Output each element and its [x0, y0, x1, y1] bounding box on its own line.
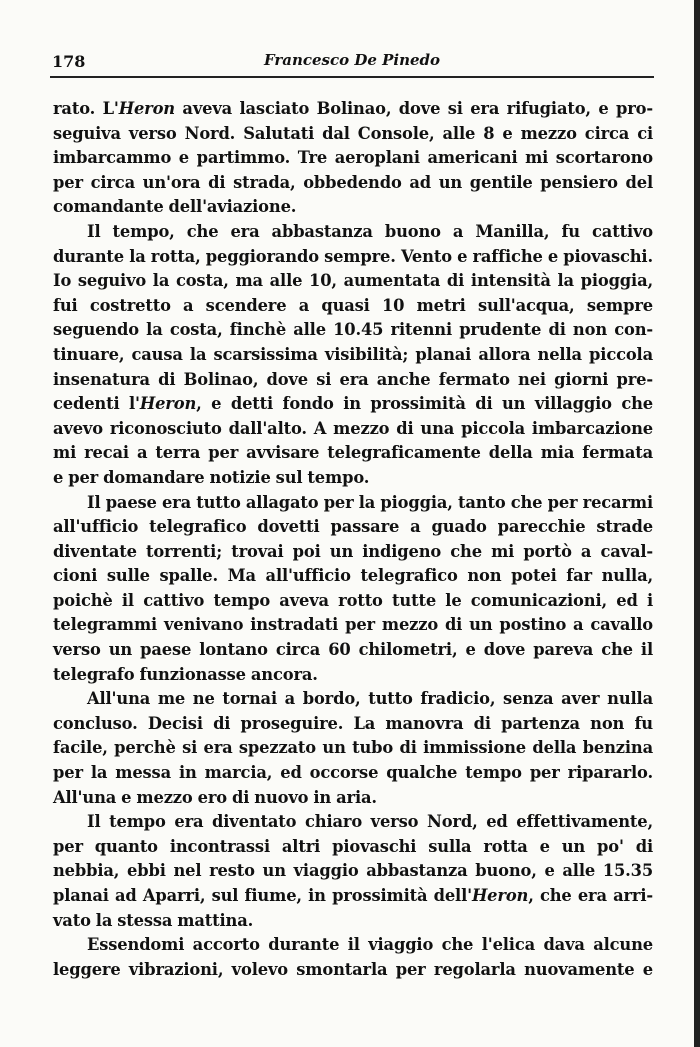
text-line	[53, 97, 653, 122]
text-segment: , e detti fondo in prossimità di un villaggio che	[196, 394, 653, 414]
text-segment: facile, perchè si era spezzato un tubo di immissione della benzina	[53, 738, 653, 758]
italic-text: Heron	[118, 99, 175, 118]
text-segment: Il tempo era diventato chiaro verso Nord, ed effettivamente,	[87, 812, 653, 832]
running-title: Francesco De Pinedo	[263, 51, 441, 69]
text-line	[53, 466, 653, 491]
text-segment: leggere vibrazioni, volevo smontarla per regolarla nuovamente e	[53, 959, 653, 979]
text-segment: e per domandare notizie sul tempo.	[53, 467, 370, 487]
text-segment: cedenti l'	[53, 394, 140, 414]
running-header	[50, 48, 654, 78]
text-segment: imbarcammo e partimmo. Tre aeroplani americani mi scortarono	[53, 148, 653, 168]
text-segment: nebbia, ebbi nel resto un viaggio abbastanza buono, e alle 15.35	[53, 861, 653, 881]
text-line	[53, 712, 653, 737]
text-line	[53, 491, 653, 516]
text-segment: per la messa in marcia, ed occorse qualche tempo per ripararlo.	[53, 763, 653, 783]
text-segment: Io seguivo la costa, ma alle 10, aumentata di intensità la pioggia,	[53, 271, 653, 291]
text-line	[53, 564, 653, 589]
text-line	[53, 736, 653, 761]
text-line	[53, 663, 653, 688]
text-line	[53, 835, 653, 860]
text-segment: rato. L'	[53, 99, 119, 118]
text-segment: per quanto incontrassi altri piovaschi sulla rotta e un po' di	[53, 836, 653, 856]
text-line	[53, 417, 653, 442]
text-line	[53, 589, 653, 614]
text-segment: verso un paese lontano circa 60 chilometri, e dove pareva che il	[53, 640, 653, 660]
text-line	[53, 613, 653, 638]
text-segment: seguiva verso Nord. Salutati dal Console, alle 8 e mezzo circa ci	[53, 123, 653, 143]
text-segment: all'ufficio telegrafico dovetti passare a guado parecchie strade	[53, 517, 653, 537]
italic-text: Heron	[139, 394, 197, 414]
text-line	[53, 220, 653, 245]
text-line	[53, 515, 653, 540]
text-line	[53, 122, 653, 147]
text-segment: durante la rotta, peggiorando sempre. Vento e raffiche e piovaschi.	[53, 246, 653, 266]
text-segment: Essendomi accorto durante il viaggio che l'elica dava alcune	[87, 935, 653, 955]
text-line	[53, 540, 653, 565]
text-segment: seguendo la costa, finchè alle 10.45 ritenni prudente di non con-	[53, 320, 653, 340]
text-segment: poichè il cattivo tempo aveva rotto tutte le comunicazioni, ed i	[53, 590, 653, 610]
text-segment: cioni sulle spalle. Ma all'ufficio telegrafico non potei far nulla,	[53, 566, 653, 586]
text-line	[53, 245, 653, 270]
text-segment: tinuare, causa la scarsissima visibilità; planai allora nella piccola	[53, 344, 653, 364]
text-line	[53, 195, 653, 220]
text-line	[53, 884, 653, 909]
text-segment: insenatura di Bolinao, dove si era anche fermato nei giorni pre-	[53, 369, 653, 389]
text-line	[53, 294, 653, 319]
text-segment: Il tempo, che era abbastanza buono a Manilla, fu cattivo	[87, 221, 653, 241]
page-body-text	[53, 97, 653, 982]
text-segment: fui costretto a scendere a quasi 10 metri sull'acqua, sempre	[53, 295, 653, 315]
page-number: 178	[52, 52, 86, 71]
text-line	[53, 318, 653, 343]
text-segment: avevo riconosciuto dall'alto. A mezzo di una piccola imbarcazione	[53, 418, 653, 438]
text-segment: Il paese era tutto allagato per la pioggia, tanto che per recarmi	[87, 492, 653, 512]
text-line	[53, 171, 653, 196]
text-segment: telegrammi venivano instradati per mezzo di un postino a cavallo	[53, 615, 653, 635]
text-segment: planai ad Aparri, sul fiume, in prossimità dell'	[53, 886, 472, 905]
text-line	[53, 368, 653, 393]
text-segment: vato la stessa mattina.	[53, 910, 254, 930]
text-line	[53, 638, 653, 663]
text-segment: comandante dell'aviazione.	[53, 197, 297, 217]
text-line	[53, 933, 653, 958]
italic-text: Heron	[471, 886, 529, 905]
text-segment: concluso. Decisi di proseguire. La manovra di partenza non fu	[53, 713, 653, 733]
text-line	[53, 392, 653, 417]
text-line	[53, 859, 653, 884]
text-segment: aveva lasciato Bolinao, dove si era rifugiato, e pro-	[175, 99, 654, 118]
text-line	[53, 958, 653, 983]
text-line	[53, 909, 653, 934]
text-segment: , che era arri-	[528, 886, 653, 905]
text-line	[53, 810, 653, 835]
text-segment: per circa un'ora di strada, obbedendo ad un gentile pensiero del	[53, 172, 653, 192]
text-line	[53, 761, 653, 786]
text-line	[53, 786, 653, 811]
text-line	[53, 269, 653, 294]
text-segment: mi recai a terra per avvisare telegraficamente della mia fermata	[53, 443, 653, 463]
text-line	[53, 687, 653, 712]
text-segment: telegrafo funzionasse ancora.	[53, 664, 318, 684]
text-segment: All'una e mezzo ero di nuovo in aria.	[53, 787, 377, 807]
page-edge-shadow	[694, 0, 700, 1047]
text-segment: All'una me ne tornai a bordo, tutto fradicio, senza aver nulla	[87, 689, 653, 709]
text-line	[53, 441, 653, 466]
text-segment: diventate torrenti; trovai poi un indigeno che mi portò a caval-	[53, 541, 653, 561]
text-line	[53, 343, 653, 368]
text-line	[53, 146, 653, 171]
